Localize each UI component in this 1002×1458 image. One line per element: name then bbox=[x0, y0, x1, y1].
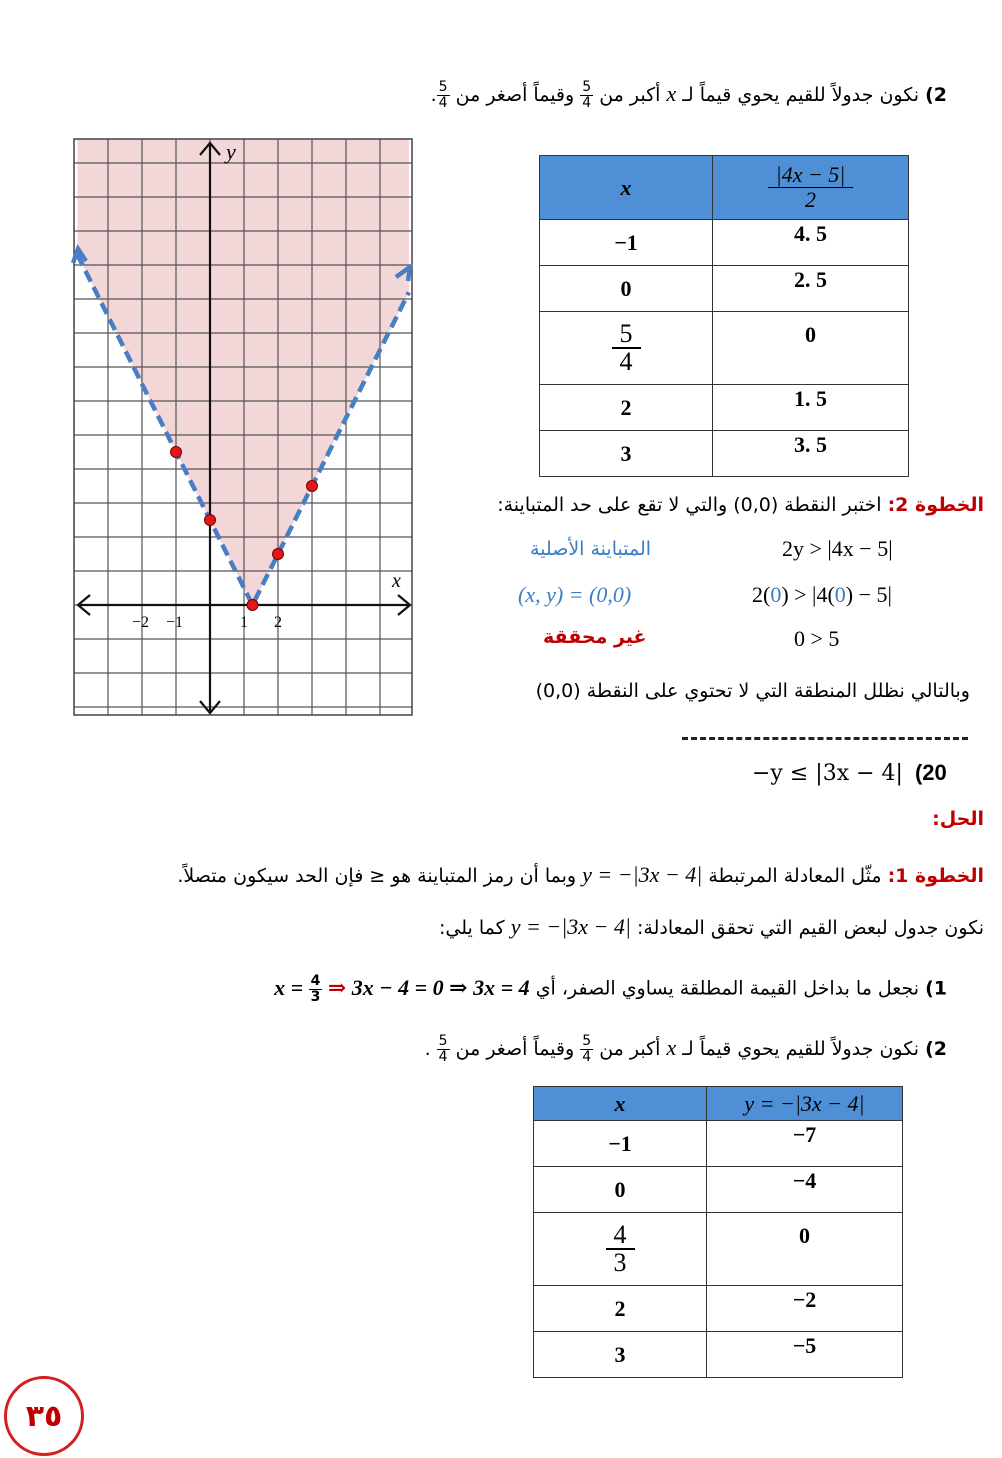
item1-line bbox=[274, 974, 947, 1005]
result-inequality: 0 > 5 bbox=[794, 626, 840, 651]
table-cell: 2 bbox=[534, 1286, 707, 1332]
divider bbox=[682, 737, 968, 740]
problem-number: (20 bbox=[914, 760, 947, 785]
solution-label: الحل: bbox=[932, 808, 984, 830]
item2-line-top bbox=[431, 80, 947, 111]
table-header-expr: $\frac{|4x - 5|}{2}$ bbox=[713, 156, 909, 220]
fraction: $\frac{5}{4}$ bbox=[438, 79, 448, 111]
step2-line bbox=[497, 494, 984, 516]
plotted-point bbox=[171, 447, 182, 458]
problem-20-header bbox=[752, 760, 947, 786]
plotted-point bbox=[205, 515, 216, 526]
item-number: 2) bbox=[925, 1038, 947, 1060]
step-text: وبما أن رمز المتباينة هو ≤ فإن الحد سيكون متصلاً. bbox=[177, 865, 577, 887]
values-table-2 bbox=[533, 1086, 903, 1378]
page-number: ٣٥ bbox=[4, 1376, 84, 1456]
plotted-point bbox=[307, 481, 318, 492]
table-cell: 3 bbox=[540, 431, 713, 477]
table-cell: 2. 5 bbox=[713, 266, 909, 312]
original-inequality: 2y > |4x − 5| bbox=[782, 536, 893, 561]
shaded-region bbox=[77, 135, 409, 605]
table-cell: 0 bbox=[713, 312, 909, 385]
conclusion: وبالتالي نظلل المنطقة التي لا تحتوي على النقطة (0,0) bbox=[535, 680, 970, 702]
item-text-gt: أكبر من bbox=[599, 1038, 661, 1060]
x-axis-label: x bbox=[392, 570, 401, 592]
table-cell: −4 bbox=[707, 1167, 903, 1213]
item-text-lt: وقيماً أصغر من bbox=[455, 1038, 575, 1060]
table-header-x: x bbox=[540, 156, 713, 220]
table-cell: −2 bbox=[707, 1286, 903, 1332]
test-point: (x, y) = (0,0) bbox=[518, 582, 632, 607]
substituted-inequality: 2(0) > |4(0) − 5| bbox=[752, 582, 892, 607]
table-cell: $\frac{4}{3}$ bbox=[534, 1213, 707, 1286]
item1-math: x = $\frac{4}{3}$ ⇒ 3x − 4 = 0 ⇒ 3x = 4 bbox=[274, 973, 530, 1005]
x-tick-label: 1 bbox=[240, 614, 248, 631]
plotted-point bbox=[273, 549, 284, 560]
plotted-point bbox=[247, 600, 258, 611]
problem-inequality: −y ≤ |3x − 4| bbox=[752, 761, 903, 786]
fraction: $\frac{5}{4}$ bbox=[438, 1033, 448, 1065]
item2-line-bottom bbox=[425, 1034, 947, 1065]
table-cell: −1 bbox=[540, 220, 713, 266]
step-text: اختبر النقطة (0,0) والتي لا تقع على حد المتباينة: bbox=[497, 494, 882, 516]
table-cell: −7 bbox=[707, 1121, 903, 1167]
item-text-lt: وقيماً أصغر من bbox=[455, 84, 575, 106]
item-number: 2) bbox=[925, 84, 947, 106]
item-text: نكون جدولاً للقيم يحوي قيماً لـ bbox=[682, 84, 920, 106]
table-cell: 4. 5 bbox=[713, 220, 909, 266]
item-text-gt: أكبر من bbox=[599, 84, 661, 106]
table-cell: 1. 5 bbox=[713, 385, 909, 431]
step-label: الخطوة 1: bbox=[887, 865, 984, 887]
table-cell: −5 bbox=[707, 1332, 903, 1378]
table-cell: 2 bbox=[540, 385, 713, 431]
table-header-x: x bbox=[534, 1087, 707, 1121]
table-cell: 0 bbox=[707, 1213, 903, 1286]
table-cell: 0 bbox=[534, 1167, 707, 1213]
table-header-expr: y = −|3x − 4| bbox=[707, 1087, 903, 1121]
table-cell: −1 bbox=[534, 1121, 707, 1167]
y-axis-label: y bbox=[226, 139, 236, 164]
variable-x: x bbox=[666, 1035, 677, 1060]
item-text: نجعل ما بداخل القيمة المطلقة يساوي الصفر، أي bbox=[535, 977, 920, 1000]
table-intro: نكون جدول لبعض القيم التي تحقق المعادلة: y = −|3x − 4| كما يلي: bbox=[439, 914, 984, 939]
inequality-graph bbox=[70, 135, 416, 720]
table-cell: 0 bbox=[540, 266, 713, 312]
related-equation: y = −|3x − 4| bbox=[582, 862, 703, 887]
x-tick-label: −2 bbox=[132, 614, 150, 631]
step-text: مثّل المعادلة المرتبطة bbox=[708, 865, 882, 887]
fraction: $\frac{5}{4}$ bbox=[582, 79, 592, 111]
end-dot: . bbox=[430, 84, 437, 106]
end-dot: . bbox=[424, 1038, 431, 1060]
item-number: 1) bbox=[925, 977, 947, 1000]
table-cell: 3 bbox=[534, 1332, 707, 1378]
result-label: غير محققة bbox=[543, 626, 647, 648]
x-tick-label: 2 bbox=[274, 614, 282, 631]
item-text: نكون جدولاً للقيم يحوي قيماً لـ bbox=[682, 1038, 920, 1060]
x-tick-labels bbox=[132, 614, 282, 631]
step-label: الخطوة 2: bbox=[887, 494, 984, 516]
fraction: $\frac{5}{4}$ bbox=[582, 1033, 592, 1065]
variable-x: x bbox=[666, 81, 677, 106]
original-inequality-label: المتباينة الأصلية bbox=[530, 538, 652, 560]
table-cell: $\frac{5}{4}$ bbox=[540, 312, 713, 385]
values-table-1 bbox=[539, 155, 909, 477]
step1-line bbox=[177, 862, 984, 888]
x-tick-label: −1 bbox=[166, 614, 184, 631]
table-cell: 3. 5 bbox=[713, 431, 909, 477]
